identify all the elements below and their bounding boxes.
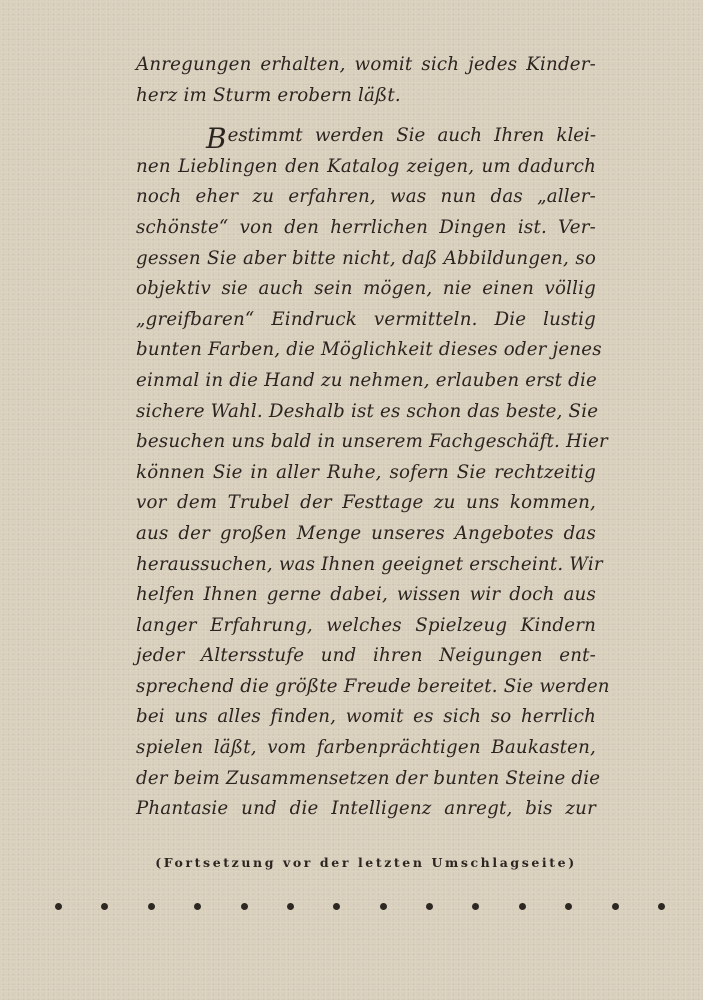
dot-ornament [658, 903, 665, 910]
continuation-note: (Fortsetzung vor der letzten Umschlagseite) [155, 855, 577, 870]
dot-ornament [241, 903, 248, 910]
text-line: sichere Wahl. Deshalb ist es schon das beste, Sie [136, 400, 599, 422]
paragraph-1 [136, 50, 596, 111]
text-line: schönste“ von den herrlichen Dingen ist. Ver- [136, 216, 596, 238]
text-line: aus der großen Menge unseres Angebotes das [136, 522, 596, 544]
dot-ornament [55, 903, 62, 910]
dot-ornament [380, 903, 387, 910]
text-line: gessen Sie aber bitte nicht, daß Abbildungen, so [136, 247, 596, 269]
dot-ornament [101, 903, 108, 910]
dot-ornament [333, 903, 340, 910]
text-line: langer Erfahrung, welches Spielzeug Kindern [136, 614, 596, 636]
text-line: besuchen uns bald in unserem Fachgeschäft. Hier [136, 431, 608, 453]
dot-ornament [472, 903, 479, 910]
text-line: heraussuchen, was Ihnen geeignet erscheint. Wir [136, 553, 603, 575]
text-line: bei uns alles finden, womit es sich so herrlich [136, 706, 596, 728]
text-line: Anregungen erhalten, womit sich jedes Kinder- [136, 54, 596, 75]
paragraph-gap [136, 111, 596, 121]
first-line [136, 121, 596, 155]
decorative-dot-row [55, 900, 665, 912]
text-line: vor dem Trubel der Festtage zu uns kommen, [136, 492, 596, 514]
text-line: spielen läßt, vom farbenprächtigen Baukasten, [136, 737, 596, 759]
body-text [136, 50, 610, 825]
text-line: herz im Sturm erobern läßt. [136, 84, 401, 106]
dot-ornament [519, 903, 526, 910]
text-line: objektiv sie auch sein mögen, nie einen völlig [136, 278, 596, 300]
dot-ornament [148, 903, 155, 910]
text-line: helfen Ihnen gerne dabei, wissen wir doch aus [136, 584, 596, 606]
text-line: jeder Altersstufe und ihren Neigungen ent- [136, 645, 596, 667]
text-line: bunten Farben, die Möglichkeit dieses oder jenes [136, 339, 602, 361]
text-line: noch eher zu erfahren, was nun das „aller- [136, 186, 596, 208]
dot-ornament [612, 903, 619, 910]
dot-ornament [565, 903, 572, 910]
text-line: „greifbaren“ Eindruck vermitteln. Die lustig [136, 308, 596, 330]
text-line: Phantasie und die Intelligenz anregt, bis zur [136, 798, 596, 820]
dot-ornament [426, 903, 433, 910]
text-line: können Sie in aller Ruhe, sofern Sie rechtzeitig [136, 461, 596, 483]
drop-cap: B [206, 121, 227, 155]
text-line: einmal in die Hand zu nehmen, erlauben erst die [136, 369, 597, 391]
dot-ornament [287, 903, 294, 910]
text-line: sprechend die größte Freude bereitet. Sie werden [136, 675, 610, 697]
text-line: der beim Zusammensetzen der bunten Steine die [136, 767, 601, 789]
text-line: nen Lieblingen den Katalog zeigen, um dadurch [136, 155, 596, 177]
first-line-text: estimmt werden Sie auch Ihren klei- [227, 125, 596, 147]
paragraph-2 [136, 121, 610, 825]
dot-ornament [194, 903, 201, 910]
